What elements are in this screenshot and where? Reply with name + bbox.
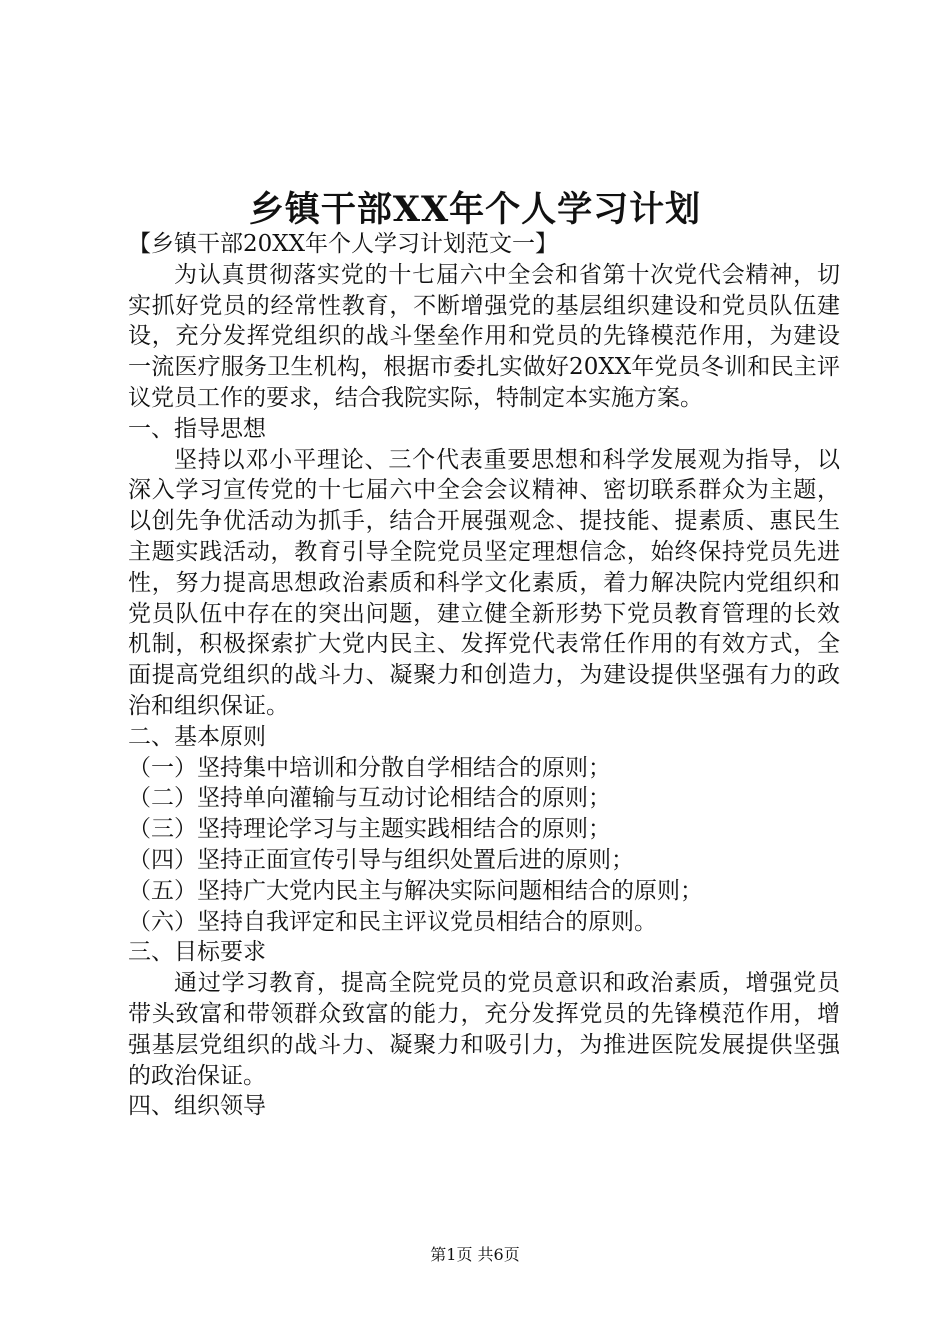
principle-item: （三）坚持理论学习与主题实践相结合的原则； (128, 816, 611, 843)
section-heading-4: 四、组织领导 (128, 1093, 266, 1120)
document-body (128, 229, 840, 1122)
page-footer: 第1页 共6页 (430, 1245, 520, 1264)
section-paragraph-1: 坚持以邓小平理论、三个代表重要思想和科学发展观为指导，以深入学习宣传党的十七届六中全会会议精神、密切联系群众为主题，以创先争优活动为抓手，结合开展强观念、提技能、提素质、惠民生主题实践活动，教育引导全院党员坚定理想信念，始终保持党员先进性，努力提高思想政治素质和科学文化素质，着力解决院内党组织和党员队伍中存在的突出问题，建立健全新形势下党员教育管理的长效机制，积极探索扩大党内民主、发挥党代表常任作用的有效方式，全面提高党组织的战斗力、凝聚力和创造力，为建设提供坚强有力的政治和组织保证。 (128, 446, 840, 719)
intro-paragraph: 为认真贯彻落实党的十七届六中全会和省第十次党代会精神，切实抓好党员的经常性教育，不断增强党的基层组织建设和党员队伍建设，充分发挥党组织的战斗堡垒作用和党员的先锋模范作用，为建设一流医疗服务卫生机构，根据市委扎实做好20XX年党员冬训和民主评议党员工作的要求，结合我院实际，特制定本实施方案。 (128, 261, 840, 411)
section-heading-3: 三、目标要求 (128, 939, 266, 966)
document-subtitle: 【乡镇干部20XX年个人学习计划范文一】 (128, 231, 559, 257)
principle-item: （一）坚持集中培训和分散自学相结合的原则； (128, 754, 611, 781)
principle-item: （六）坚持自我评定和民主评议党员相结合的原则。 (128, 908, 657, 935)
section-heading-1: 一、指导思想 (128, 415, 266, 442)
section-heading-2: 二、基本原则 (128, 723, 266, 750)
principle-item: （二）坚持单向灌输与互动讨论相结合的原则； (128, 785, 611, 812)
principle-item: （五）坚持广大党内民主与解决实际问题相结合的原则； (128, 877, 703, 904)
document-title: 乡镇干部XX年个人学习计划 (248, 189, 702, 230)
principle-item: （四）坚持正面宣传引导与组织处置后进的原则； (128, 846, 634, 873)
section-paragraph-3: 通过学习教育，提高全院党员的党员意识和政治素质，增强党员带头致富和带领群众致富的能力，充分发挥党员的先锋模范作用，增强基层党组织的战斗力、凝聚力和吸引力，为推进医院发展提供坚强的政治保证。 (128, 970, 840, 1089)
